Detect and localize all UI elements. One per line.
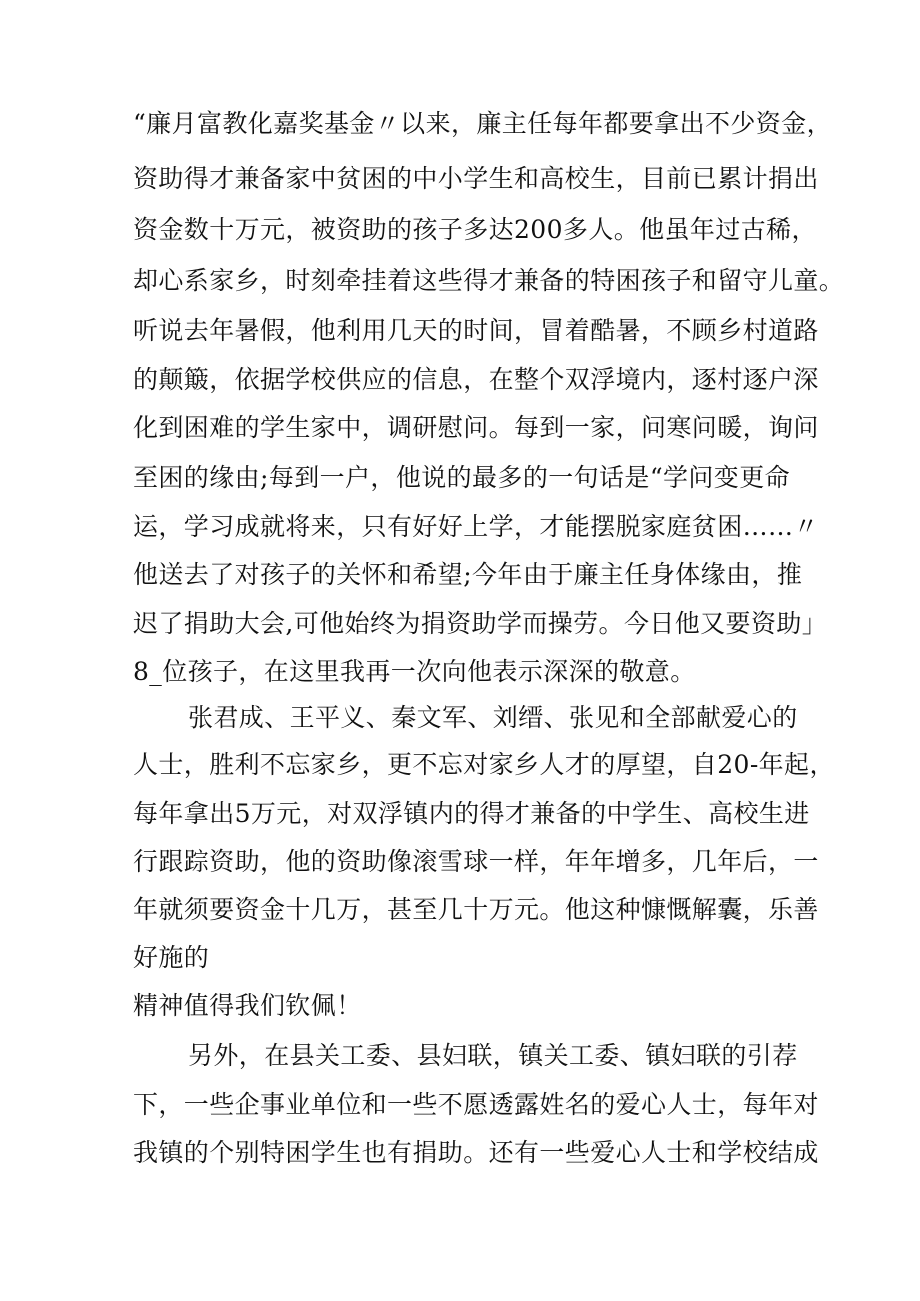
paragraph-3-line-1: 精神值得我们钦佩！ (133, 991, 362, 1020)
paragraph-2-line-6: 好施的 (133, 943, 210, 972)
paragraph-2-line-5: 年就须要资金十几万，甚至几十万元。他这种慷慨解囊，乐善 (133, 895, 819, 924)
paragraph-1-line-11: 迟了捐助大会,可他始终为捐资助学而操劳。今日他又要资助」 (133, 609, 828, 638)
paragraph-1-line-6: 的颠簸，依据学校供应的信息，在整个双浮境内，逐村逐户深 (133, 365, 819, 394)
paragraph-1-line-10: 他送去了对孩子的关怀和希望;今年由于廉主任身体缘由，推 (133, 560, 803, 589)
paragraph-1-line-4: 却心系家乡，时刻牵挂着这些得才兼备的特困孩子和留守儿童。 (133, 266, 845, 295)
paragraph-2-line-2: 人士，胜利不忘家乡，更不忘对家乡人才的厚望，自20-年起， (133, 750, 835, 779)
paragraph-1-line-8: 至困的缘由;每到一户，他说的最多的一句话是“学问变更命 (133, 463, 791, 492)
paragraph-2-line-1: 张君成、王平义、秦文军、刘缙、张见和全部献爱心的 (188, 703, 798, 732)
paragraph-1-line-3: 资金数十万元，被资助的孩子多达200多人。他虽年过古稀， (133, 215, 817, 244)
paragraph-4-line-1: 另外，在县关工委、县妇联，镇关工委、镇妇联的引荐 (188, 1041, 798, 1070)
paragraph-1-line-12: 8_位孩子，在这里我再一次向他表示深深的敬意。 (133, 657, 696, 686)
paragraph-1-line-2: 资助得才兼备家中贫困的中小学生和高校生，目前已累计捐出 (133, 164, 819, 193)
paragraph-1-line-5: 听说去年暑假，他利用几天的时间，冒着酷暑，不顾乡村道路 (133, 316, 819, 345)
paragraph-2-line-3: 每年拿出5万元，对双浮镇内的得才兼备的中学生、高校生进 (133, 799, 810, 828)
paragraph-1-line-1: “廉月富教化嘉奖基金〃以来，廉主任每年都要拿出不少资金， (133, 109, 832, 138)
paragraph-1-line-7: 化到困难的学生家中，调研慰问。每到一家，问寒问暖，询问 (133, 413, 819, 442)
paragraph-4-line-2: 下，一些企事业单位和一些不愿透露姓名的爱心人士，每年对 (133, 1090, 819, 1119)
paragraph-4-line-3: 我镇的个别特困学生也有捐助。还有一些爱心人士和学校结成 (133, 1138, 819, 1167)
paragraph-2-line-4: 行跟踪资助，他的资助像滚雪球一样，年年增多，几年后，一 (133, 847, 819, 876)
paragraph-1-line-9: 运，学习成就将来，只有好好上学，才能摆脱家庭贫困……〃 (133, 512, 819, 541)
